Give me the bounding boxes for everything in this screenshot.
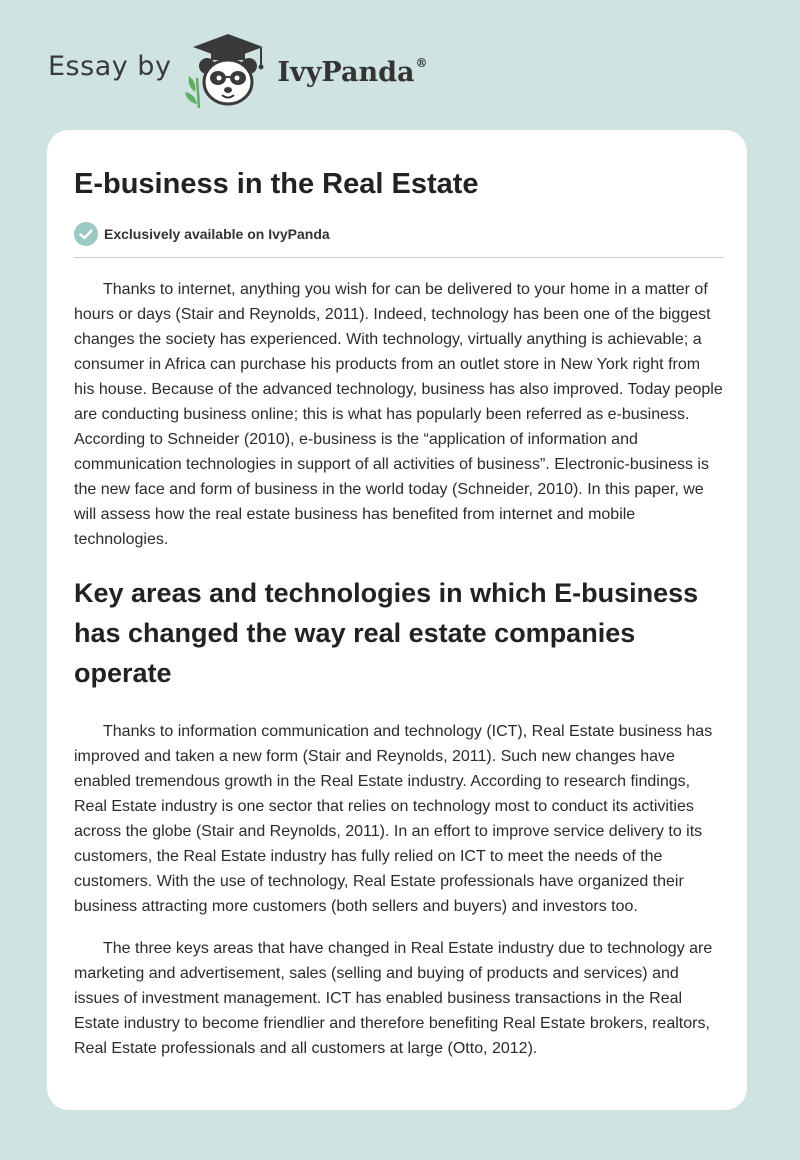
exclusive-badge-text: Exclusively available on IvyPanda — [104, 226, 330, 242]
essay-by-label: Essay by — [48, 50, 172, 82]
paragraph-key-areas: The three keys areas that have changed in Real Estate industry due to technology are marketing and advertisement, sales (selling and buying of products and services) and issues of investment management. ICT has enabled business transactions in the Real Estate industry to become friendlier and therefore benefiting Real Estate brokers, realtors, Real Estate professionals and all customers at large (Otto, 2012). — [74, 940, 713, 1057]
brand-name-text: IvyPanda — [277, 56, 415, 88]
exclusive-badge — [74, 221, 724, 247]
essay-title: E-business in the Real Estate — [74, 168, 479, 200]
site-header — [48, 30, 428, 110]
paragraph-intro: Thanks to internet, anything you wish for can be delivered to your home in a matter of hours or days (Stair and Reynolds, 2011). Indeed, technology has been one of the biggest changes the society has experienced. With technology, virtually anything is achievable; a consumer in Africa can purchase his products from an outlet store in New York right from his house. Because of the advanced technology, business has also improved. Today people are conducting business online; this is what has popularly been referred as e-business. According to Schneider (2010), e-business is the “application of information and communication technologies in support of all activities of business”. Electronic-business is the new face and form of business in the world today (Schneider, 2010). In this paper, we will assess how the real estate business has benefited from internet and mobile technologies. — [74, 281, 723, 548]
trademark-symbol: ® — [415, 55, 428, 70]
check-circle-icon — [74, 222, 98, 246]
paragraph-ict: Thanks to information communication and technology (ICT), Real Estate business has improved and taken a new form (Stair and Reynolds, 2011). Such new changes have enabled tremendous growth in the Real Estate industry. According to research findings, Real Estate industry is one sector that relies on technology most to conduct its activities across the globe (Stair and Reynolds, 2011). In an effort to improve service delivery to its customers, the Real Estate industry has fully relied on ICT to meet the needs of the customers. With the use of technology, Real Estate professionals have organized their business attracting more customers (both sellers and buyers) and investors too. — [74, 723, 713, 915]
section-heading: Key areas and technologies in which E-business has changed the way real estate companies operate — [74, 578, 699, 688]
title-divider — [74, 257, 724, 258]
essay-content — [74, 164, 724, 1078]
brand-name[interactable] — [277, 57, 427, 88]
panda-graduate-logo-icon[interactable] — [183, 30, 273, 110]
essay-card — [47, 130, 747, 1110]
